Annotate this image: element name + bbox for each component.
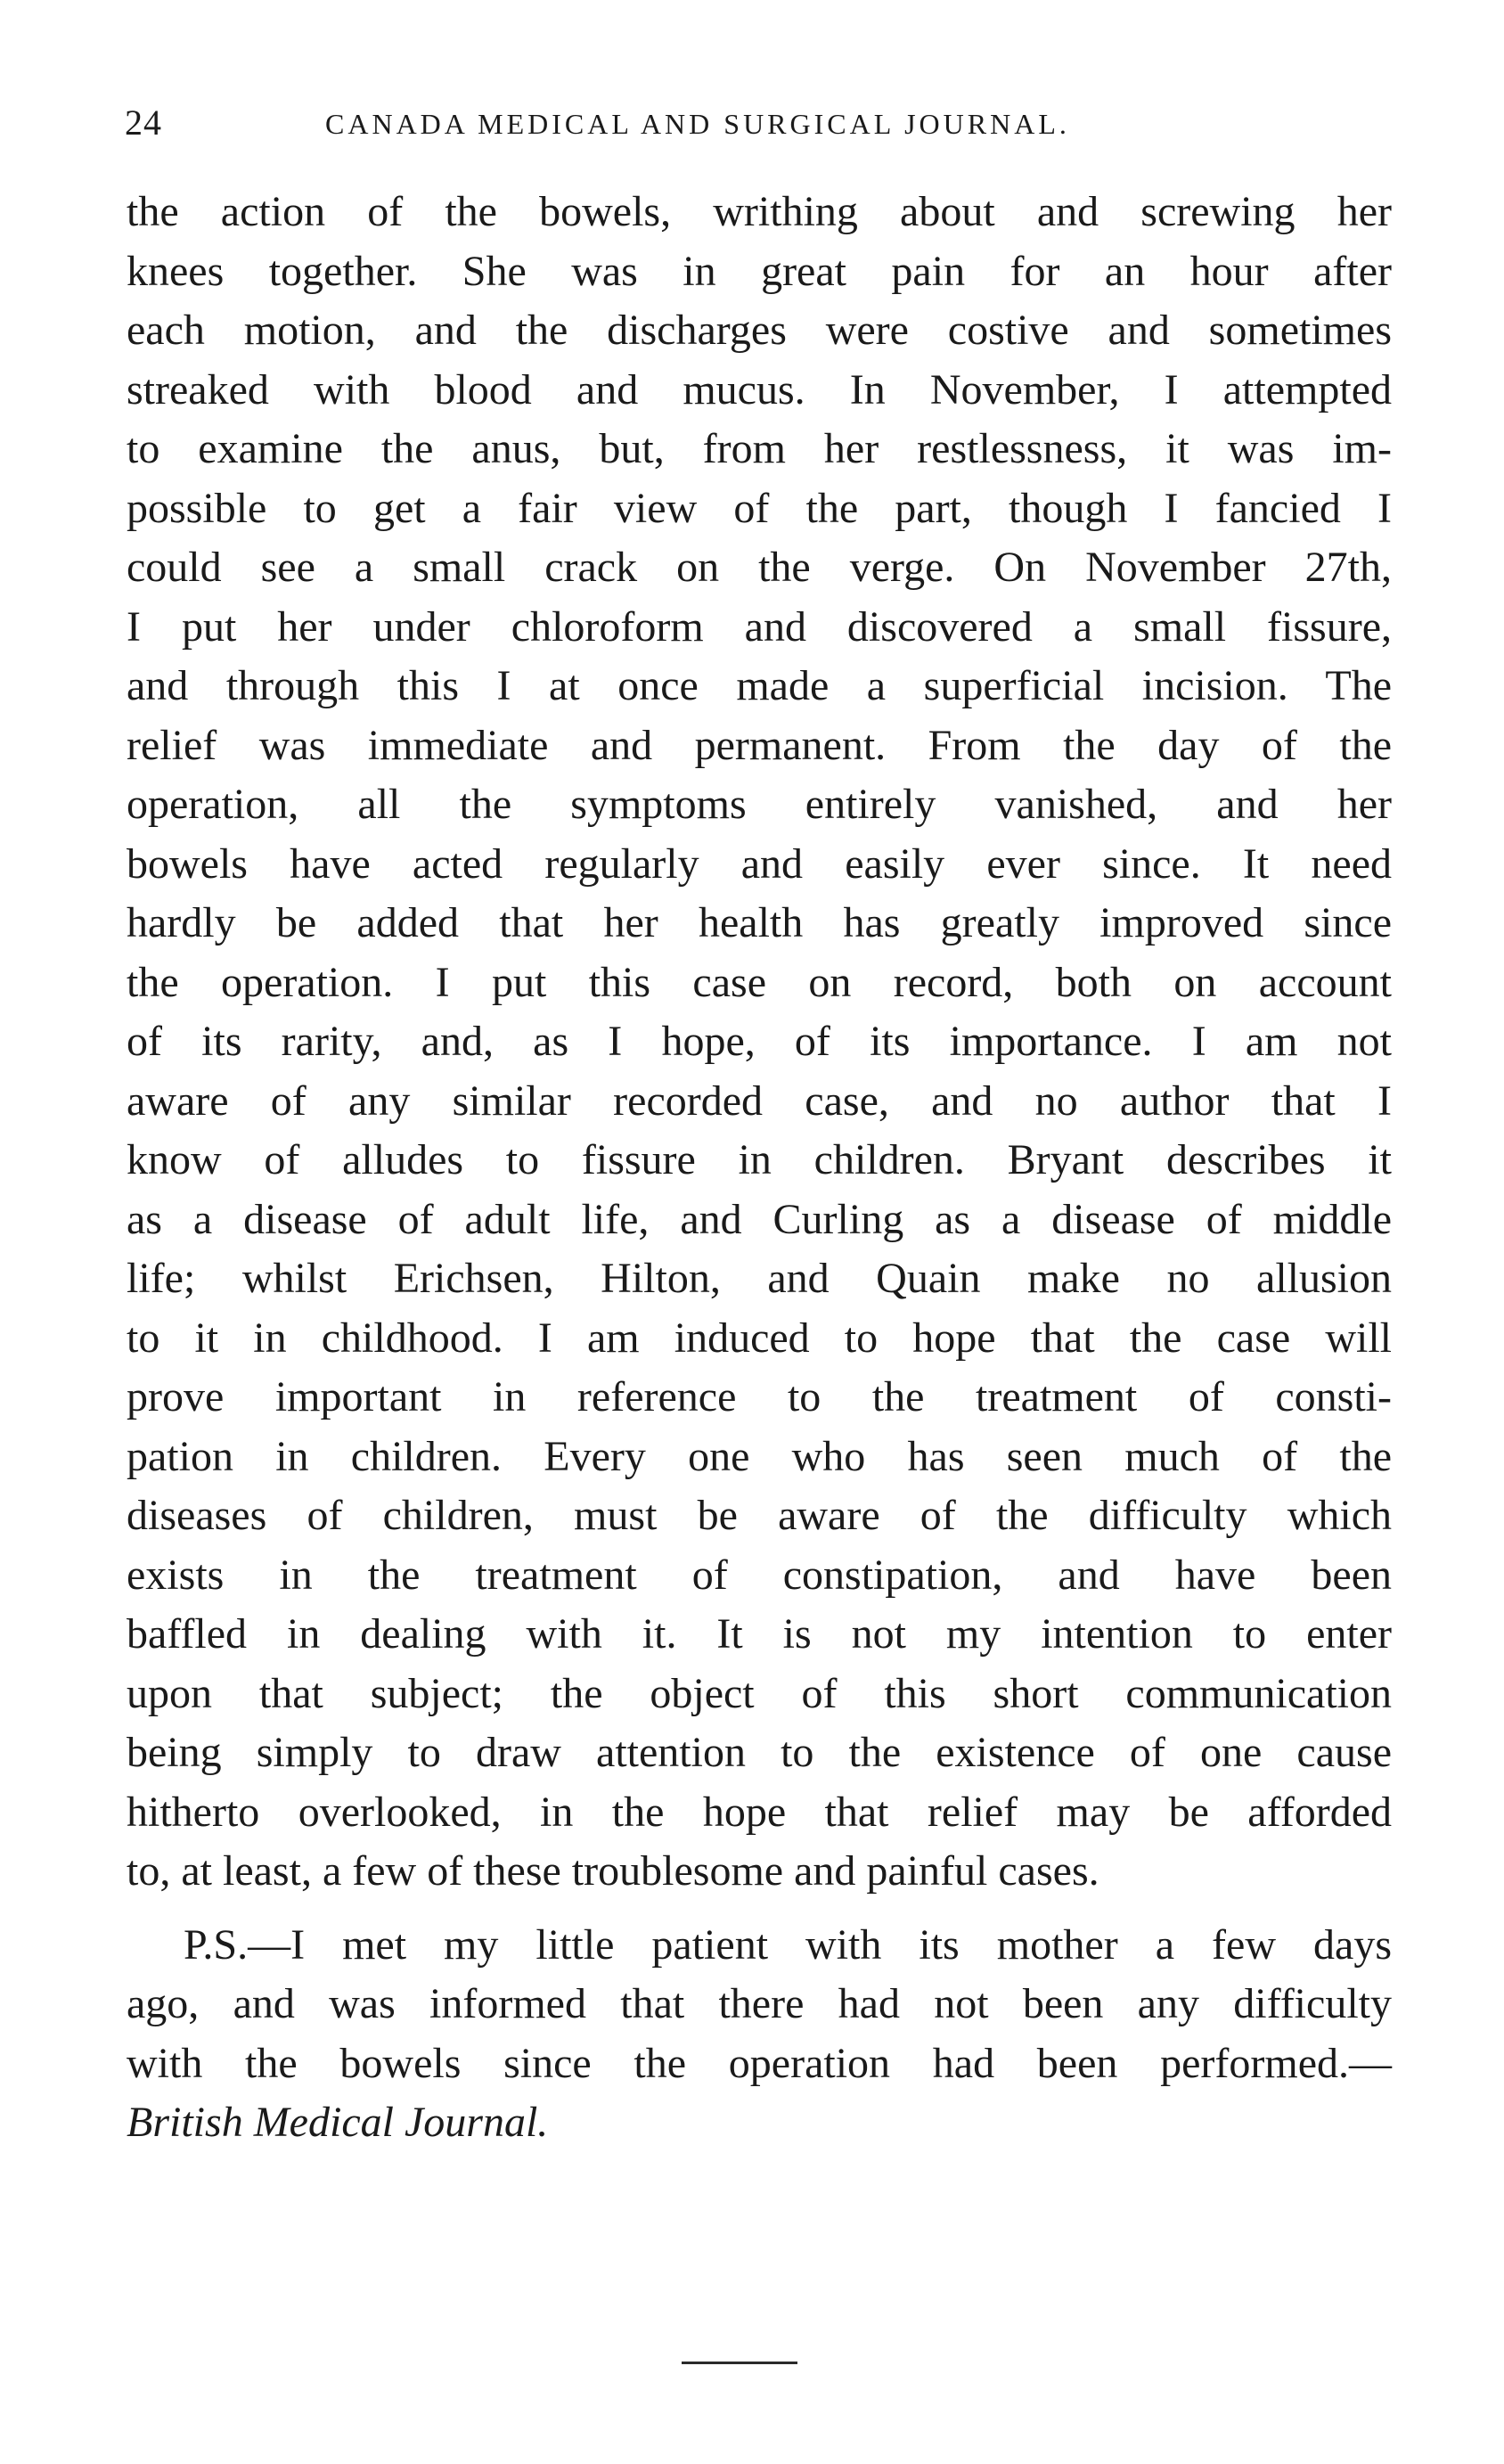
- text-line: each motion, and the discharges were costive and sometimes: [127, 307, 1392, 354]
- page-header: [125, 96, 1390, 150]
- text-line: to, at least, a few of these troublesome and painful cases.: [127, 1847, 1099, 1895]
- text-line: know of alludes to fissure in children. Bryant describes it: [127, 1136, 1392, 1183]
- text-line: ago, and was informed that there had not been any difficulty: [127, 1980, 1392, 2027]
- text-line: prove important in reference to the treatment of consti-: [127, 1373, 1392, 1420]
- text-line: could see a small crack on the verge. On November 27th,: [127, 544, 1392, 591]
- text-line: with the bowels since the operation had been performed.—: [127, 2039, 1392, 2087]
- text-line: and through this I at once made a superficial incision. The: [127, 662, 1392, 709]
- text-line: exists in the treatment of constipation, and have been: [127, 1551, 1392, 1599]
- text-line: P.S.—I met my little patient with its mother a few days: [184, 1920, 1392, 1969]
- page-number: 24: [125, 102, 162, 143]
- text-line: diseases of children, must be aware of the difficulty which: [127, 1492, 1392, 1539]
- source-citation: British Medical Journal.: [127, 2099, 549, 2146]
- text-line: aware of any similar recorded case, and no author that I: [127, 1076, 1392, 1125]
- section-end-rule: [682, 2362, 797, 2364]
- paragraph-main: [127, 183, 1392, 1902]
- text-line: operation, all the symptoms entirely vanished, and her: [127, 781, 1392, 828]
- text-line: the operation. I put this case on record, both on account: [127, 958, 1392, 1006]
- text-line: to examine the anus, but, from her restlessness, it was im-: [127, 425, 1392, 472]
- text-line: bowels have acted regularly and easily ever since. It need: [127, 839, 1392, 888]
- text-line: of its rarity, and, as I hope, of its importance. I am not: [127, 1018, 1392, 1065]
- text-line: hitherto overlooked, in the hope that relief may be afforded: [127, 1788, 1392, 1836]
- text-line: upon that subject; the object of this short communication: [127, 1669, 1392, 1717]
- text-line: being simply to draw attention to the existence of one cause: [127, 1729, 1392, 1776]
- paragraph-gap: [127, 1902, 1392, 1916]
- text-line: pation in children. Every one who has seen much of the: [127, 1432, 1392, 1480]
- text-line: knees together. She was in great pain for an hour after: [127, 247, 1392, 295]
- text-line: life; whilst Erichsen, Hilton, and Quain make no allusion: [127, 1255, 1392, 1302]
- text-line: as a disease of adult life, and Curling as a disease of middle: [127, 1195, 1392, 1243]
- text-line: baffled in dealing with it. It is not my intention to enter: [127, 1610, 1392, 1658]
- running-head: CANADA MEDICAL AND SURGICAL JOURNAL.: [325, 108, 1070, 140]
- text-line: the action of the bowels, writhing about and screwing her: [127, 188, 1392, 235]
- article-body: [127, 183, 1392, 2153]
- text-line: relief was immediate and permanent. From the day of the: [127, 721, 1392, 769]
- paragraph-postscript: [127, 1916, 1392, 2153]
- text-line: I put her under chloroform and discovered a small fissure,: [127, 602, 1392, 651]
- text-line: possible to get a fair view of the part, though I fancied I: [127, 484, 1392, 532]
- text-line: hardly be added that her health has greatly improved since: [127, 899, 1392, 946]
- text-line: streaked with blood and mucus. In November, I attempted: [127, 365, 1392, 413]
- text-line: to it in childhood. I am induced to hope that the case will: [127, 1314, 1392, 1362]
